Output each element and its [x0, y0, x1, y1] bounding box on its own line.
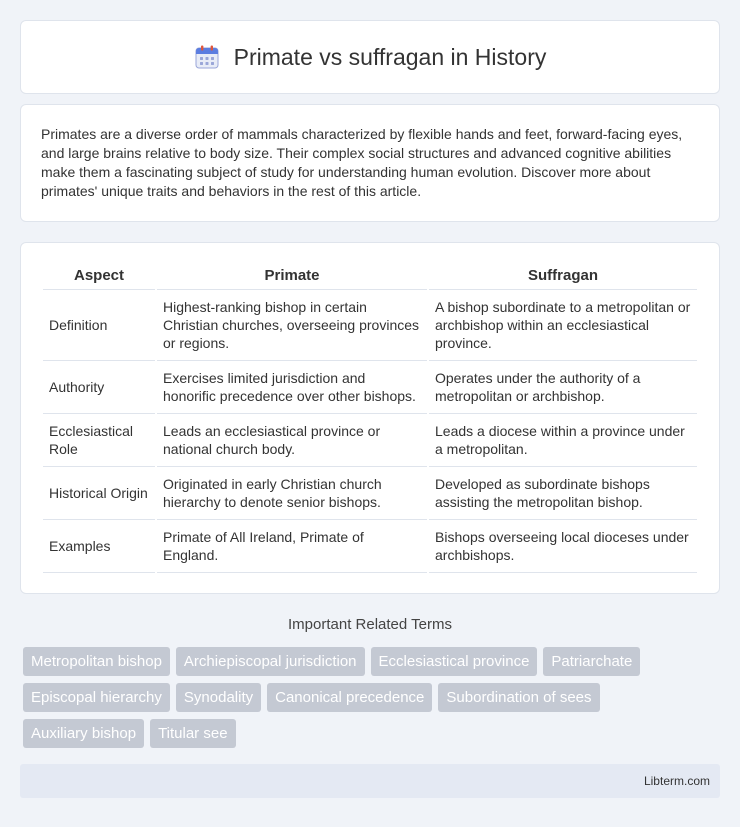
calendar-icon: [194, 44, 220, 70]
cell-suffragan: Operates under the authority of a metropolitan or archbishop.: [429, 361, 697, 414]
table-row: [43, 414, 697, 467]
intro-card: [20, 104, 720, 222]
tag-auxiliary-bishop[interactable]: Auxiliary bishop: [23, 719, 144, 748]
cell-primate: Exercises limited jurisdiction and honorific precedence over other bishops.: [157, 361, 427, 414]
page-footer: [20, 764, 720, 798]
intro-text: Primates are a diverse order of mammals characterized by flexible hands and feet, forward-facing eyes, and large brains relative to body size. Their complex social structures and advanced cognitive abilities make them a fascinating subject of study for understanding human evolution. Discover more about primates' unique traits and behaviors in the rest of this article.: [41, 126, 683, 199]
comparison-card: [20, 242, 720, 594]
cell-primate: Originated in early Christian church hierarchy to denote senior bishops.: [157, 467, 427, 520]
tag-canonical-precedence[interactable]: Canonical precedence: [267, 683, 432, 712]
cell-primate: Primate of All Ireland, Primate of England.: [157, 520, 427, 573]
table-row: [43, 290, 697, 361]
cell-aspect: Definition: [43, 290, 155, 361]
tag-patriarchate[interactable]: Patriarchate: [543, 647, 640, 676]
header-suffragan: Suffragan: [429, 263, 697, 290]
cell-aspect: Examples: [43, 520, 155, 573]
cell-primate: Highest-ranking bishop in certain Christian churches, overseeing provinces or regions.: [157, 290, 427, 361]
tag-titular-see[interactable]: Titular see: [150, 719, 235, 748]
cell-aspect: Authority: [43, 361, 155, 414]
comparison-table: [41, 263, 699, 573]
cell-suffragan: Leads a diocese within a province under a metropolitan.: [429, 414, 697, 467]
cell-aspect: Ecclesiastical Role: [43, 414, 155, 467]
page-title: Primate vs suffragan in History: [233, 43, 547, 70]
table-header-row: [43, 263, 697, 290]
cell-suffragan: A bishop subordinate to a metropolitan or archbishop within an ecclesiastical province.: [429, 290, 697, 361]
header-aspect: Aspect: [43, 263, 155, 290]
cell-suffragan: Developed as subordinate bishops assisting the metropolitan bishop.: [429, 467, 697, 520]
cell-primate: Leads an ecclesiastical province or national church body.: [157, 414, 427, 467]
table-row: [43, 361, 697, 414]
table-row: [43, 520, 697, 573]
tag-synodality[interactable]: Synodality: [176, 683, 261, 712]
related-terms-title: Important Related Terms: [288, 616, 452, 633]
footer-brand-link[interactable]: Libterm.com: [643, 774, 710, 788]
cell-aspect: Historical Origin: [43, 467, 155, 520]
tag-episcopal-hierarchy[interactable]: Episcopal hierarchy: [23, 683, 170, 712]
tag-subordination-of-sees[interactable]: Subordination of sees: [438, 683, 599, 712]
table-row: [43, 467, 697, 520]
tag-ecclesiastical-province[interactable]: Ecclesiastical province: [371, 647, 538, 676]
related-terms-list: [20, 647, 720, 748]
cell-suffragan: Bishops overseeing local dioceses under archbishops.: [429, 520, 697, 573]
tag-archiepiscopal-jurisdiction[interactable]: Archiepiscopal jurisdiction: [176, 647, 365, 676]
tag-metropolitan-bishop[interactable]: Metropolitan bishop: [23, 647, 170, 676]
header-primate: Primate: [157, 263, 427, 290]
page-header: [20, 20, 720, 94]
